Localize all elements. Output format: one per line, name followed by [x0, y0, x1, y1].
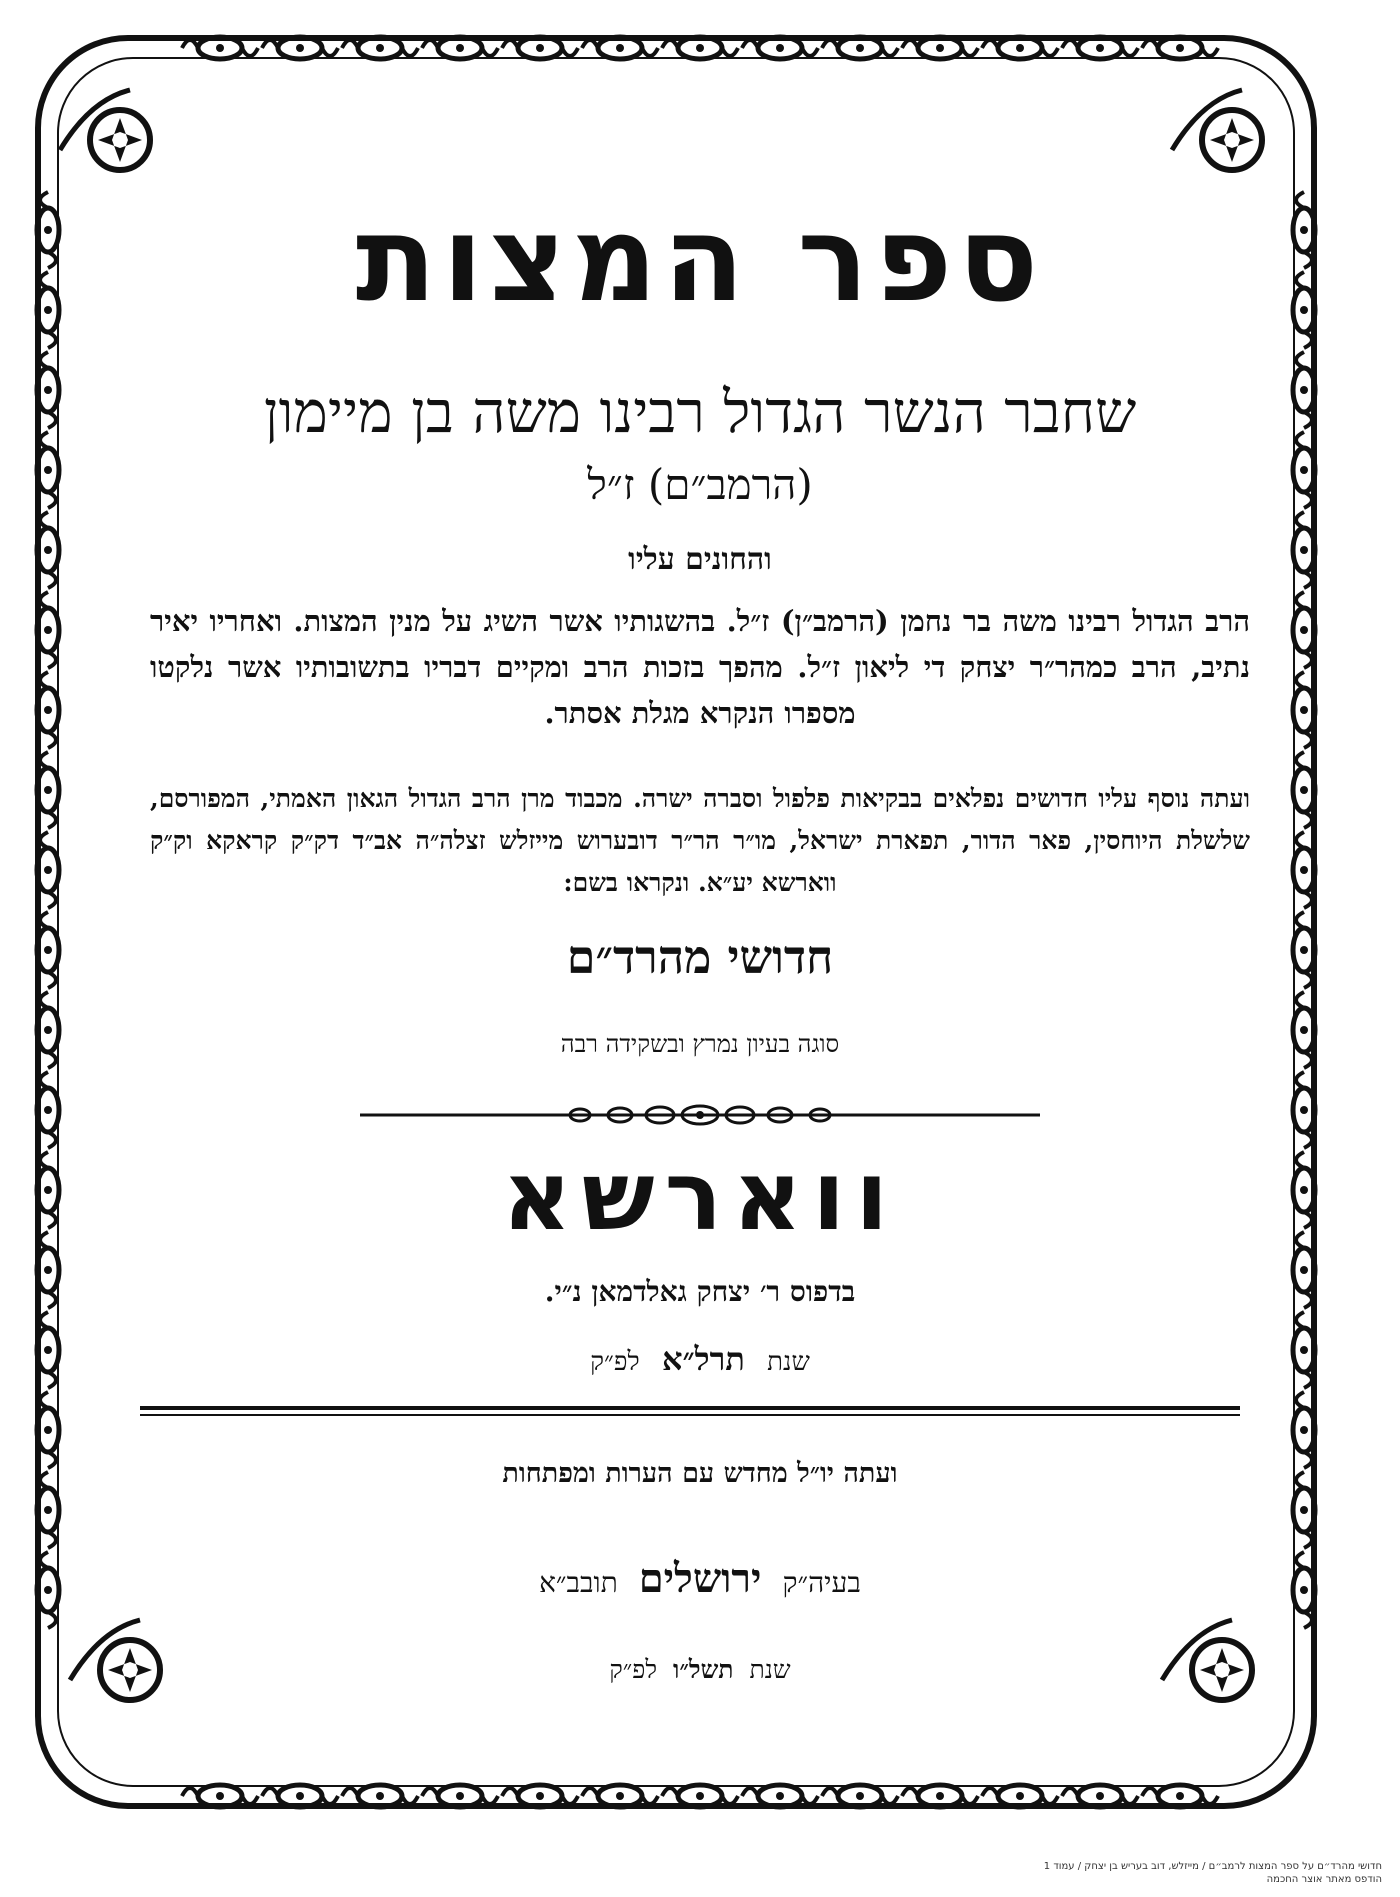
city-name: ווארשא [501, 1140, 899, 1252]
author-line: שחבר הנשר הגדול רבינו משה בן מיימון [263, 378, 1137, 446]
double-rule [140, 1405, 1240, 1419]
commentaries-paragraph: הרב הגדול רבינו משה בר נחמן (הרמב״ן) ז״ל. בהשגותיו אשר השיג על מנין המצות. ואחריו יאיר נתיב, הרב כמהר״ר יצחק די ליאון ז״ל. מהפך בזכות הרב ומקיים דבריו בתשובותיו אשר נלקטו מספרו הנקרא מגלת אסתר. [150, 604, 1250, 730]
author-abbrev: (הרמב״ם) ז״ל [587, 460, 813, 509]
reprint-note: ועתה יו״ל מחדש עם הערות ומפתחות [502, 1458, 898, 1489]
reprint-year: תשל״ו [673, 1655, 734, 1684]
place-prefix: בעיה״ק [782, 1566, 861, 1599]
reprint-year-line [150, 1655, 1250, 1685]
place-suffix: תובב״א [539, 1566, 618, 1599]
reprint-place-line [150, 1555, 1250, 1602]
novellae-title: חדושי מהרד״ם [566, 930, 834, 984]
publication-year-line [150, 1340, 1250, 1378]
year-prefix: שנת [767, 1347, 810, 1377]
novellae-note: סוגה בעיון נמרץ ובשקידה רבה [560, 1030, 840, 1058]
year2-suffix: לפ״ק [609, 1655, 658, 1684]
reprint-place: ירושלים [638, 1555, 762, 1602]
ornamental-divider [360, 1100, 1040, 1130]
page-footer [942, 1860, 1382, 1886]
footer-source: הודפס מאתר אוצר החכמה [1266, 1874, 1382, 1885]
year-suffix: לפ״ק [590, 1347, 640, 1377]
footer-citation: חדושי מהרד״ם על ספר המצות לרמב״ם / מייזלש, דוב בעריש בן יצחק / עמוד 1 [1043, 1861, 1382, 1872]
printer-line: בדפוס ר׳ יצחק גאלדמאן נ״י. [544, 1275, 856, 1308]
commentaries-heading: והחונים עליו [628, 542, 772, 577]
year2-prefix: שנת [749, 1655, 791, 1684]
publication-year: תרל״א [661, 1340, 745, 1378]
additions-paragraph: ועתה נוסף עליו חדושים נפלאים בבקיאות פלפול וסברה ישרה. מכבוד מרן הרב הגדול הגאון האמתי, המפורסם, שלשלת היוחסין, פאר הדור, תפארת ישראל, מו״ר הר״ר דובערוש מייזלש זצלה״ה אב״ד דק״ק קראקא וק״ק ווארשא יע״א. ונקראו בשם: [150, 784, 1250, 897]
book-title: ספר המצות [355, 190, 1045, 328]
